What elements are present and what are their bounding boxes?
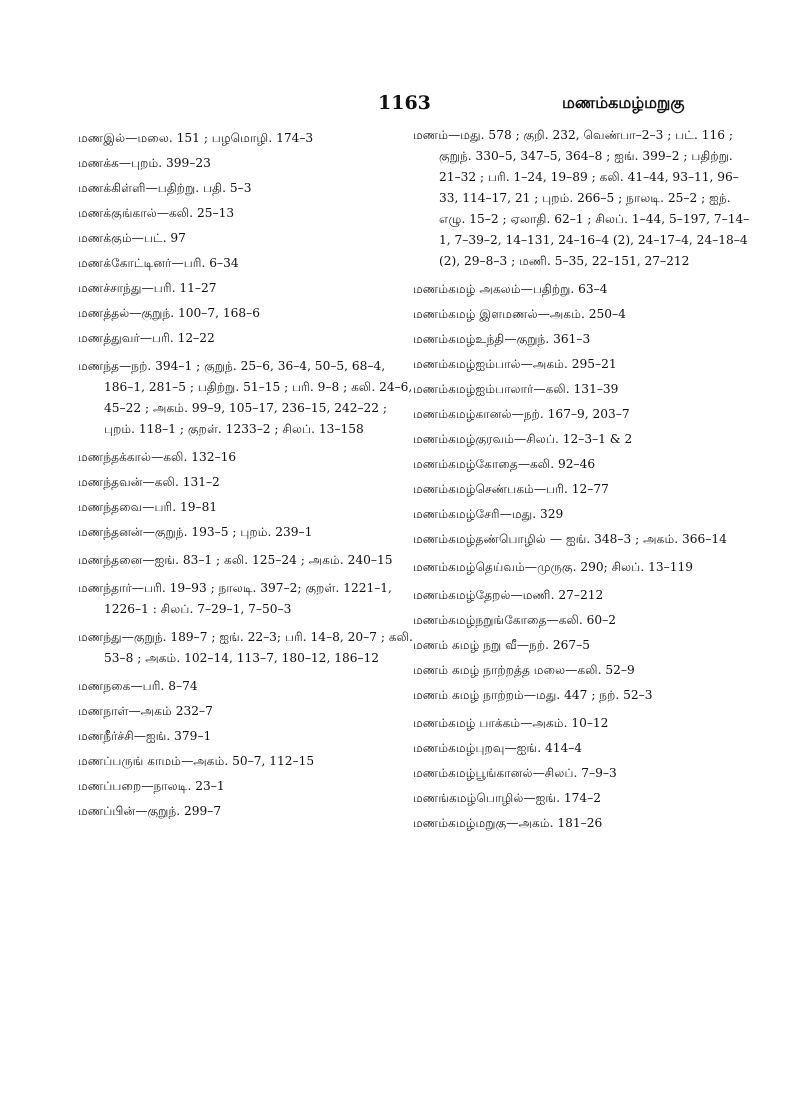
index-entry: மணந்து—குறுந். 189–7 ; ஐங். 22–3; பரி. 14–8, 20–7 ; கலி. 53–8 ; அகம். 102–14, 113–7, 180–12, 186–12 [78,630,413,665]
index-entry: மணம்கமழ்மறுகு—அகம். 181–26 [413,816,603,830]
index-entry: மணம்கமழ்சேரி—மது. 329 [413,507,564,521]
index-entry: மணம்கமழ்புறவு—ஐங். 414–4 [413,741,583,755]
left-column [78,128,418,826]
index-entry: மணம்கமழ் பாக்கம்—அகம். 10–12 [413,716,609,730]
index-entry: மணம்கமழ்ஐம்பாலார்—கலி. 131–39 [413,382,619,396]
index-entry: மணப்பருங் காமம்—அகம். 50–7, 112–15 [78,754,315,768]
index-entry: மணக்க—புறம். 399–23 [78,156,211,170]
index-entry: மணந்தவை—பரி. 19–81 [78,500,218,514]
index-entry: மணம் கமழ் நாற்றத்த மலை—கலி. 52–9 [413,663,635,677]
right-column [413,125,753,838]
index-entry: மணப்பின்—குறுந். 299–7 [78,804,222,818]
index-entry: மணம்கமழ்தெய்வம்—முருகு. 290; சிலப். 13–119 [413,560,693,574]
index-entry: மணஇல்—மலை. 151 ; பழமொழி. 174–3 [78,131,314,145]
index-entry: மணந்தக்கால்—கலி. 132–16 [78,450,237,464]
index-entry: மணம்கமழ்தண்பொழில் — ஐங். 348–3 ; அகம். 366–14 [413,532,727,546]
index-entry: மணம்கமழ்குரவம்—சிலப். 12–3–1 & 2 [413,432,633,446]
index-entry: மணம் கமழ் நாற்றம்—மது. 447 ; நற். 52–3 [413,688,653,702]
index-entry: மணத்தல்—குறுந். 100–7, 168–6 [78,306,260,320]
index-entry: மணம்கமழ்உந்தி—குறுந். 361–3 [413,332,591,346]
index-entry: மணக்கோட்டினர்—பரி. 6–34 [78,256,239,270]
index-entry: மணம்கமழ்ஐம்பால்—அகம். 295–21 [413,357,617,371]
index-entry: மணம்கமழ்கோதை—கலி. 92–46 [413,457,596,471]
index-entry: மணக்கும்—பட். 97 [78,231,186,245]
index-entry: மணம்கமழ் இளமணல்—அகம். 250–4 [413,307,626,321]
running-head: மணம்கமழ்மறுகு [562,93,685,112]
index-entry: மணம்—மது. 578 ; குறி. 232, வெண்பா–2–3 ; பட். 116 ; குறுந். 330–5, 347–5, 364–8 ; ஐங். 399–2 ; பதிற்று. 21–32 ; பரி. 1–24, 19–89 ; கலி. 41–44, 93–11, 96–33, 114–17, 21 ; புறம். 266–5 ; நாலடி. 25–2 ; ஐந். எழு. 15–2 ; ஏலாதி. 62–1 ; சிலப். 1–44, 5–197, 7–14–1, 7–39–2, 14–131, 24–16–4 (2), 24–17–4, 24–18–4 (2), 29–8–3 ; மணி. 5–35, 22–151, 27–212 [413,128,750,268]
index-entry: மணத்துவர்—பரி. 12–22 [78,331,215,345]
index-entry: மணந்தார்—பரி. 19–93 ; நாலடி. 397–2; குறள். 1221–1, 1226–1 : சிலப். 7–29–1, 7–50–3 [78,581,392,616]
index-entry: மணந்தவன்—கலி. 131–2 [78,475,220,489]
index-entry: மணநாள்—அகம் 232–7 [78,704,213,718]
index-entry: மணநகை—பரி. 8–74 [78,679,198,693]
index-entry: மணம்கமழ்கானல்—நற். 167–9, 203–7 [413,407,630,421]
index-entry: மணந்தனன்—குறுந். 193–5 ; புறம். 239–1 [78,525,313,539]
index-entry: மணக்கிள்ளி—பதிற்று. பதி. 5–3 [78,181,252,195]
index-entry: மணப்பறை—நாலடி. 23–1 [78,779,225,793]
index-entry: மணம் கமழ் நறு வீ—நற். 267–5 [413,638,590,652]
index-entry: மணந்தனை—ஐங். 83–1 ; கலி. 125–24 ; அகம். 240–15 [78,553,393,567]
page-number: 1163 [378,92,431,114]
index-entry: மணம்கமழ் அகலம்—பதிற்று. 63–4 [413,282,608,296]
index-entry: மணச்சாந்து—பரி. 11–27 [78,281,217,295]
index-entry: மணம்கமழ்பூங்கானல்—சிலப். 7–9–3 [413,766,617,780]
index-entry: மணக்குங்கால்—கலி. 25–13 [78,206,235,220]
index-entry: மணம்கமழ்செண்பகம்—பரி. 12–77 [413,482,609,496]
index-entry: மணங்கமழ்பொழில்—ஐங். 174–2 [413,791,601,805]
index-entry: மணந்த—நற். 394–1 ; குறுந். 25–6, 36–4, 50–5, 68–4, 186–1, 281–5 ; பதிற்று. 51–15 ; பரி. 9–8 ; கலி. 24–6, 45–22 ; அகம். 99–9, 105–17, 236–15, 242–22 ; புறம். 118–1 ; குறள். 1233–2 ; சிலப். 13–158 [78,359,413,436]
index-entry: மணம்கமழ்தேறல்—மணி. 27–212 [413,588,604,602]
index-entry: மணம்கமழ்நறுங்கோதை—கலி. 60–2 [413,613,617,627]
index-entry: மணநீர்ச்சி—ஐங். 379–1 [78,729,212,743]
